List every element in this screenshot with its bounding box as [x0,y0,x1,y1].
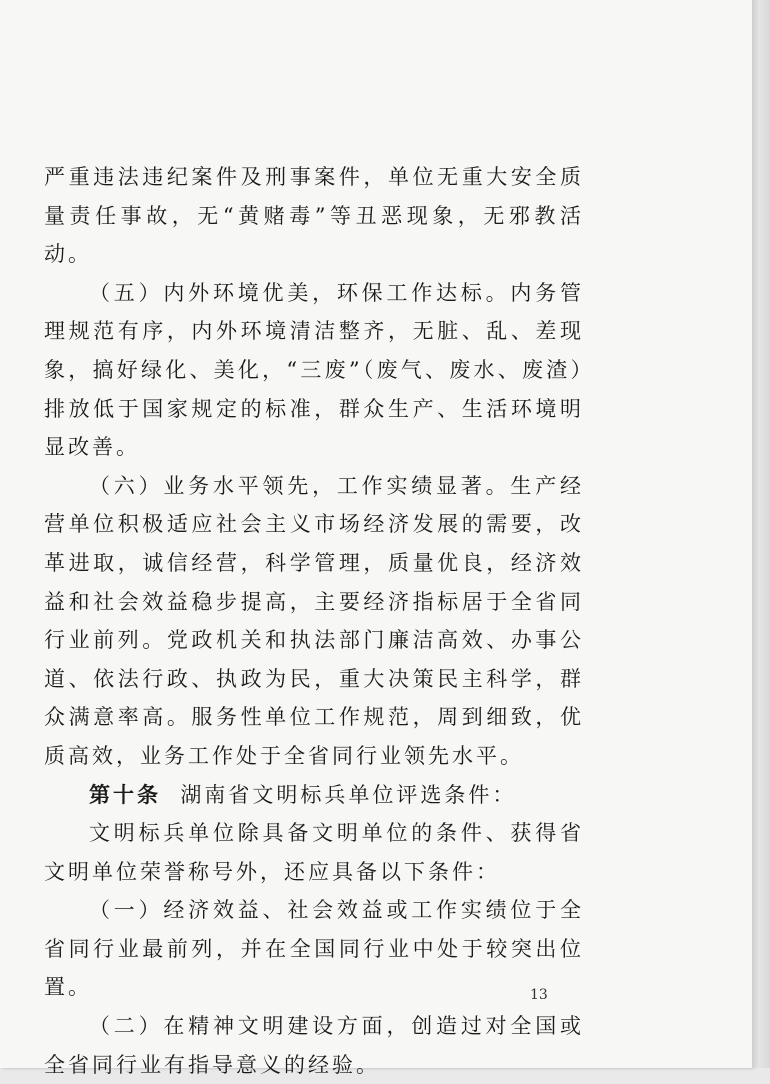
paragraph-condition-2: （二）在精神文明建设方面，创造过对全国或全省同行业有指导意义的经验。 [44,1014,584,1077]
article-title: 湖南省文明标兵单位评选条件： [180,782,517,807]
page-edge-shadow [752,0,770,1068]
document-body [44,158,584,1084]
paragraph-standard-intro: 文明标兵单位除具备文明单位的条件、获得省文明单位荣誉称号外，还应具备以下条件： [44,821,584,884]
paragraph-item-6: （六）业务水平领先，工作实绩显著。生产经营单位积极适应社会主义市场经济发展的需要，改革进取，诚信经营，科学管理，质量优良，经济效益和社会效益稳步提高，主要经济指标居于全省同行业前列。党政机关和执法部门廉洁高效、办事公道、依法行政、执政为民，重大决策民主科学，群众满意率高。服务性单位工作规范，周到细致，优质高效，业务工作处于全省同行业领先水平。 [44,473,584,768]
article-10-heading [44,776,584,815]
page-number: 13 [530,987,548,1003]
article-number: 第十条 [89,781,161,807]
paragraph-condition-1: （一）经济效益、社会效益或工作实绩位于全省同行业最前列，并在全国同行业中处于较突出位置。 [44,898,584,1000]
paragraph-item-5: （五）内外环境优美，环保工作达标。内务管理规范有序，内外环境清洁整齐，无脏、乱、差现象，搞好绿化、美化，“三废”（废气、废水、废渣）排放低于国家规定的标准，群众生产、生活环境明显改善。 [44,280,584,460]
paragraph-continuation: 严重违法违纪案件及刑事案件，单位无重大安全质量责任事故，无“黄赌毒”等丑恶现象，无邪教活动。 [44,165,584,267]
